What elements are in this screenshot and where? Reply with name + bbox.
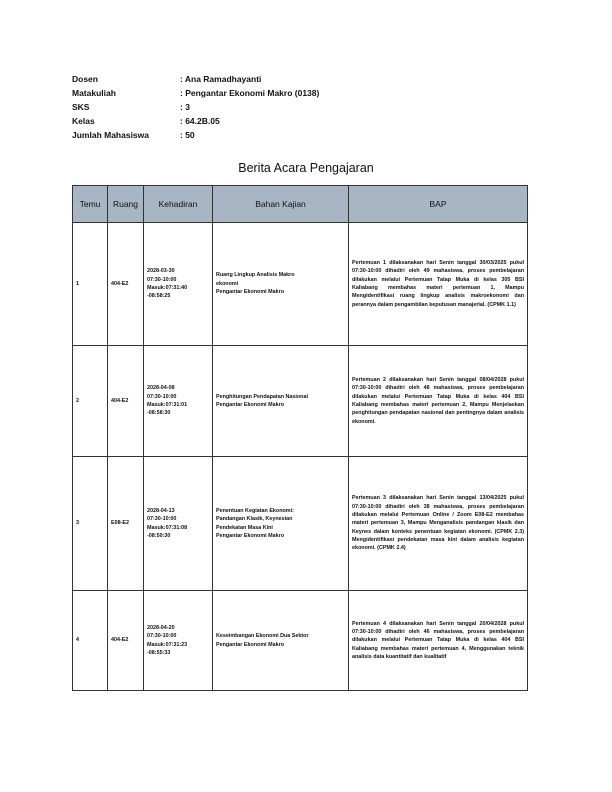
cell-ruang: 404-E2 xyxy=(108,346,144,457)
bahan-line: Pendekatan Masa Kini xyxy=(216,524,273,531)
info-row-kelas xyxy=(72,114,472,128)
cell-ruang: 404-E2 xyxy=(108,223,144,346)
cell-kehadiran xyxy=(144,591,213,691)
table-row xyxy=(73,591,528,691)
cell-bahan-kajian xyxy=(213,457,349,591)
column-header-ruang: Ruang xyxy=(108,186,144,223)
info-value: : Ana Ramadhayanti xyxy=(180,74,262,84)
info-label: Matakuliah xyxy=(72,88,116,98)
column-header-bap: BAP xyxy=(349,186,528,223)
bahan-line: ekonomi xyxy=(216,280,239,287)
cell-bahan-kajian xyxy=(213,346,349,457)
bahan-line: Penghitungan Pendapatan Nasional xyxy=(216,393,308,400)
cell-kehadiran xyxy=(144,223,213,346)
cell-ruang: 404-E2 xyxy=(108,591,144,691)
kehadiran-keluar: -08:58:30 xyxy=(147,410,171,417)
cell-temu: 3 xyxy=(73,457,108,591)
page-title: Berita Acara Pengajaran xyxy=(238,161,374,175)
cell-bap: Pertemuan 1 dilaksanakan hari Senin tanggal 30/03/2025 pukul 07:30-10:00 dihadiri oleh 49 mahasiswa, proses pembelajaran dilakukan melalui Pertemuan Tatap Muka di kelas 305 BSI Kaliabang membahas materi pertemuan 1, Mampu Mengidentifikasi ruang lingkup analisis makroekonomi dan perannya dalam pengambilan keputusan manajerial. (CPMK 1.1) xyxy=(349,223,528,346)
kehadiran-masuk: Masuk:07:31:40 xyxy=(147,285,188,291)
kehadiran-date: 2028-04-13 xyxy=(147,507,175,514)
info-row-sks xyxy=(72,100,472,114)
bahan-line: Ruang Lingkup Analisis Makro xyxy=(216,272,295,279)
kehadiran-masuk: Masuk:07:31:08 xyxy=(147,524,188,531)
kehadiran-time: 07:30-10:00 xyxy=(147,276,177,283)
kehadiran-masuk: Masuk:07:31:01 xyxy=(147,402,188,408)
column-header-bahan-kajian: Bahan Kajian xyxy=(213,186,349,223)
cell-kehadiran xyxy=(144,346,213,457)
cell-bap: Pertemuan 4 dilaksanakan hari Senin tanggal 20/04/2028 pukul 07:30-10:00 dihadiri oleh 46 mahasiswa, proses pembelajaran dilakukan melalui Pertemuan Tatap Muka di kelas 404 BSI Kaliabang membahas materi pertemuan 4, Menggunakan teknik analisis data kuantitatif dan kualitatif xyxy=(349,591,528,691)
bahan-line: Pandangan Klasik, Keynesian xyxy=(216,516,293,523)
kehadiran-time: 07:30-10:00 xyxy=(147,393,177,400)
kehadiran-keluar: -08:58:25 xyxy=(147,293,171,300)
column-header-temu: Temu xyxy=(73,186,108,223)
info-value: : 3 xyxy=(180,102,190,112)
kehadiran-time: 07:30-10:00 xyxy=(147,633,177,640)
cell-bap: Pertemuan 2 dilaksanakan hari Senin tanggal 08/04/2028 pukul 07:30-10:00 dihadiri oleh 48 mahasiswa, proses pembelajaran dilakukan melalui Pertemuan Tatap Muka di kelas 404 BSI Kaliabang membahas materi pertemuan 2, Mampu Menjelaskan penghitungan pendapatan nasional dan pentingnya dalam analisis ekonomi. xyxy=(349,346,528,457)
bahan-line: Pengantar Ekonomi Makro xyxy=(216,532,284,539)
cell-kehadiran xyxy=(144,457,213,591)
cell-bahan-kajian xyxy=(213,591,349,691)
bahan-line: Pengantar Ekonomi Makro xyxy=(216,289,284,296)
kehadiran-date: 2028-04-08 xyxy=(147,385,175,392)
info-value: : 50 xyxy=(180,130,195,140)
table-row xyxy=(73,346,528,457)
bahan-line: Keseimbangan Ekonomi Dua Sektor xyxy=(216,633,309,640)
info-row-dosen xyxy=(72,72,472,86)
bahan-line: Pengantar Ekonomi Makro xyxy=(216,641,284,648)
kehadiran-time: 07:30-10:00 xyxy=(147,516,177,523)
bahan-line: Pengantar Ekonomi Makro xyxy=(216,402,284,408)
bap-table xyxy=(72,185,528,691)
info-value: : Pengantar Ekonomi Makro (0138) xyxy=(180,88,320,98)
kehadiran-date: 2028-03-30 xyxy=(147,268,175,275)
kehadiran-keluar: -08:55:33 xyxy=(147,649,171,656)
info-label: Jumlah Mahasiswa xyxy=(72,130,150,140)
cell-temu: 1 xyxy=(73,223,108,346)
info-row-matakuliah xyxy=(72,86,472,100)
info-value: : 64.2B.05 xyxy=(180,116,220,126)
kehadiran-date: 2028-04-20 xyxy=(147,624,175,631)
column-header-kehadiran: Kehadiran xyxy=(144,186,213,223)
course-info xyxy=(72,72,472,142)
kehadiran-keluar: -08:50:30 xyxy=(147,532,171,539)
bahan-line: Penentuan Kegiatan Ekonomi: xyxy=(216,507,294,514)
info-label: Kelas xyxy=(72,116,95,126)
info-label: Dosen xyxy=(72,74,98,84)
cell-temu: 2 xyxy=(73,346,108,457)
table-header-row xyxy=(73,186,528,223)
cell-bap: Pertemuan 3 dilaksanakan hari Senin tanggal 13/04/2025 pukul 07:30-10:00 dihadiri oleh 38 mahasiswa, proses pembelajaran dilakukan melalui Pertemuan Online / Zoom E08-E2 membahas materi pertemuan 3, Mampu Menganalisis pandangan klasik dan Keynes dalam konteks penentuan kegiatan ekonomi. (CPMK 2.3) Mengidentifikasi pendekatan masa kini dalam analisis kegiatan ekonomi. (CPMK 2.4) xyxy=(349,457,528,591)
table-row xyxy=(73,457,528,591)
info-label: SKS xyxy=(72,102,90,112)
kehadiran-masuk: Masuk:07:31:23 xyxy=(147,641,188,648)
info-row-jumlah-mahasiswa xyxy=(72,128,472,142)
cell-temu: 4 xyxy=(73,591,108,691)
cell-bahan-kajian xyxy=(213,223,349,346)
table-row xyxy=(73,223,528,346)
cell-ruang: E08-E2 xyxy=(108,457,144,591)
